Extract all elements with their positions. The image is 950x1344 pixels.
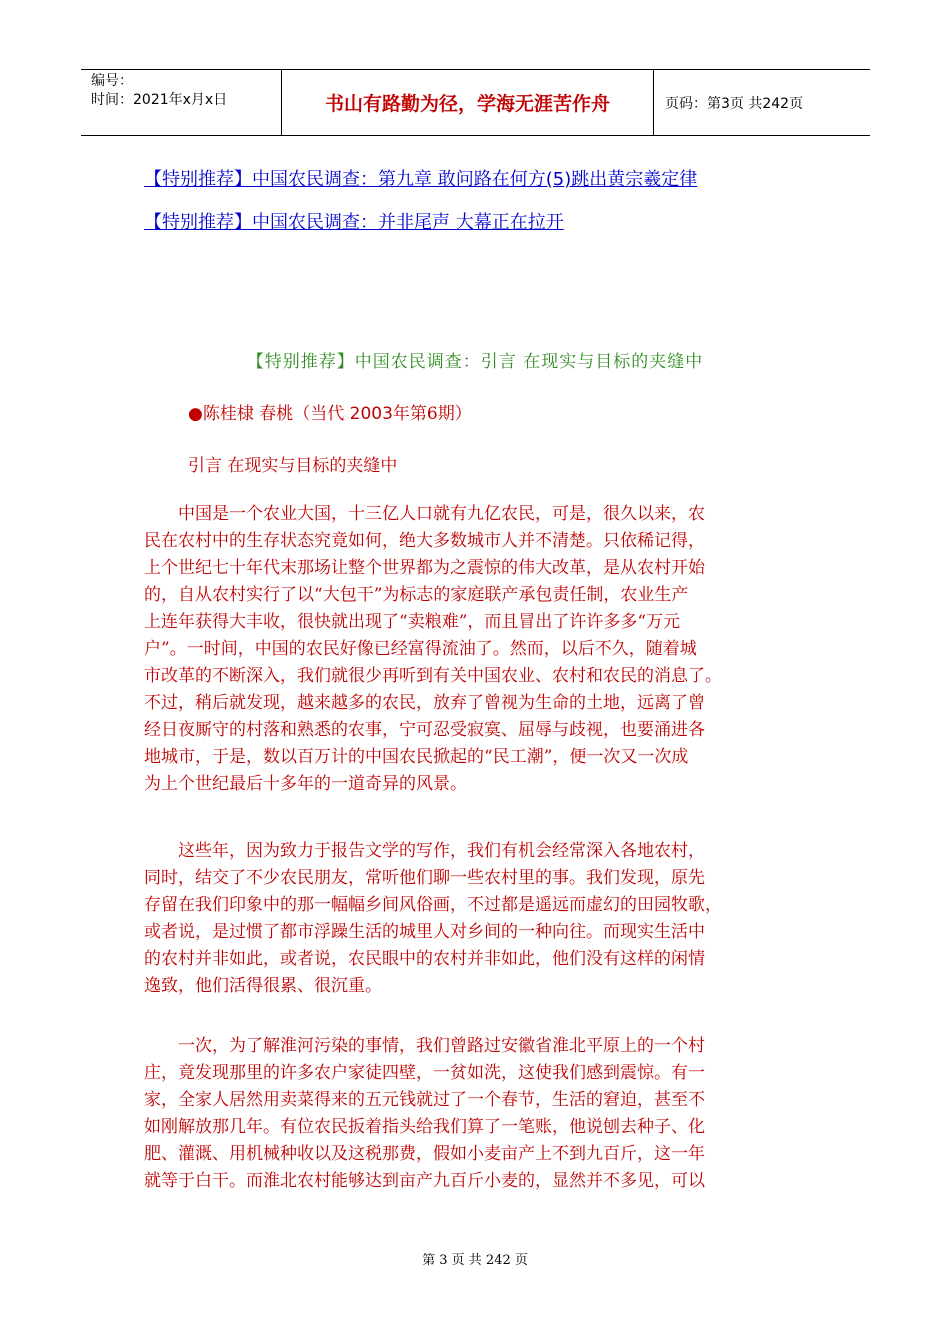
paragraph-line: 逸致，他们活得很累、很沉重。 bbox=[144, 976, 382, 996]
byline-authors: ●陈桂棣 春桃（当代 bbox=[188, 404, 345, 424]
byline bbox=[188, 399, 472, 424]
related-article-link[interactable]: 【特别推荐】中国农民调查：第九章 敢问路在何方(5)跳出黄宗羲定律 bbox=[144, 169, 698, 190]
paragraph-line: 不过，稍后就发现，越来越多的农民，放弃了曾视为生命的土地，远离了曾 bbox=[144, 693, 705, 713]
byline-year: 2003 bbox=[349, 404, 393, 424]
header-meta-cell bbox=[81, 70, 282, 135]
paragraph-line: 同时，结交了不少农民朋友，常听他们聊一些农村里的事。我们发现，原先 bbox=[144, 868, 705, 888]
paragraph-line: 市改革的不断深入，我们就很少再听到有关中国农业、农村和农民的消息了。 bbox=[144, 666, 722, 686]
paragraph-line: 地城市，于是，数以百万计的中国农民掀起的“民工潮”，便一次又一次成 bbox=[144, 747, 689, 767]
number-label: 编号： bbox=[91, 73, 133, 89]
paragraph-line: 庄，竟发现那里的许多农户家徒四壁，一贫如洗，这使我们感到震惊。有一 bbox=[144, 1063, 705, 1083]
paragraph-line: 如刚解放那几年。有位农民扳着指头给我们算了一笔账，他说刨去种子、化 bbox=[144, 1117, 705, 1137]
article-title: 【特别推荐】中国农民调查：引言 在现实与目标的夹缝中 bbox=[246, 352, 704, 372]
paragraph-line: 经日夜厮守的村落和熟悉的农事，宁可忍受寂寞、屈辱与歧视，也要涌进各 bbox=[144, 720, 705, 740]
page-info: 页码：第3页 共242页 bbox=[665, 95, 804, 112]
paragraph-line: 中国是一个农业大国，十三亿人口就有九亿农民，可是，很久以来，农 bbox=[144, 504, 705, 524]
paragraph-line: 就等于白干。而淮北农村能够达到亩产九百斤小麦的，显然并不多见，可以 bbox=[144, 1171, 705, 1191]
paragraph-line: 这些年，因为致力于报告文学的写作，我们有机会经常深入各地农村， bbox=[144, 841, 705, 861]
paragraph bbox=[144, 1033, 809, 1195]
paragraph bbox=[144, 501, 809, 798]
paragraph-line: 上连年获得大丰收，很快就出现了“卖粮难”，而且冒出了许许多多“万元 bbox=[144, 612, 681, 632]
paragraph-line: 的，自从农村实行了以“大包干”为标志的家庭联产承包责任制，农业生产 bbox=[144, 585, 689, 605]
paragraph-line: 家，全家人居然用卖菜得来的五元钱就过了一个春节，生活的窘迫，甚至不 bbox=[144, 1090, 705, 1110]
paragraph-line: 或者说，是过惯了都市浮躁生活的城里人对乡间的一种向往。而现实生活中 bbox=[144, 922, 705, 942]
paragraph-line: 一次，为了解淮河污染的事情，我们曾路过安徽省淮北平原上的一个村 bbox=[144, 1036, 705, 1056]
byline-issue: 年第6期） bbox=[392, 404, 472, 424]
paragraph-line: 为上个世纪最后十多年的一道奇异的风景。 bbox=[144, 774, 467, 794]
section-heading: 引言 在现实与目标的夹缝中 bbox=[188, 456, 398, 476]
paragraph bbox=[144, 838, 809, 1000]
paragraph-line: 上个世纪七十年代末那场让整个世界都为之震惊的伟大改革，是从农村开始 bbox=[144, 558, 705, 578]
paragraph-line: 肥、灌溉、用机械种收以及这税那费，假如小麦亩产上不到九百斤，这一年 bbox=[144, 1144, 705, 1164]
paragraph-line: 户”。一时间，中国的农民好像已经富得流油了。然而，以后不久，随着城 bbox=[144, 639, 697, 659]
motto: 书山有路勤为径，学海无涯苦作舟 bbox=[282, 70, 654, 135]
paragraph-line: 存留在我们印象中的那一幅幅乡间风俗画，不过都是遥远而虚幻的田园牧歌， bbox=[144, 895, 722, 915]
page-footer: 第 3 页 共 242 页 bbox=[422, 1253, 528, 1268]
related-article-link[interactable]: 【特别推荐】中国农民调查：并非尾声 大幕正在拉开 bbox=[144, 212, 564, 233]
document-header bbox=[81, 69, 870, 136]
time-label: 时间：2021年x月x日 bbox=[91, 92, 228, 108]
paragraph-line: 民在农村中的生存状态究竟如何，绝大多数城市人并不清楚。只依稀记得， bbox=[144, 531, 705, 551]
paragraph-line: 的农村并非如此，或者说，农民眼中的农村并非如此，他们没有这样的闲情 bbox=[144, 949, 705, 969]
